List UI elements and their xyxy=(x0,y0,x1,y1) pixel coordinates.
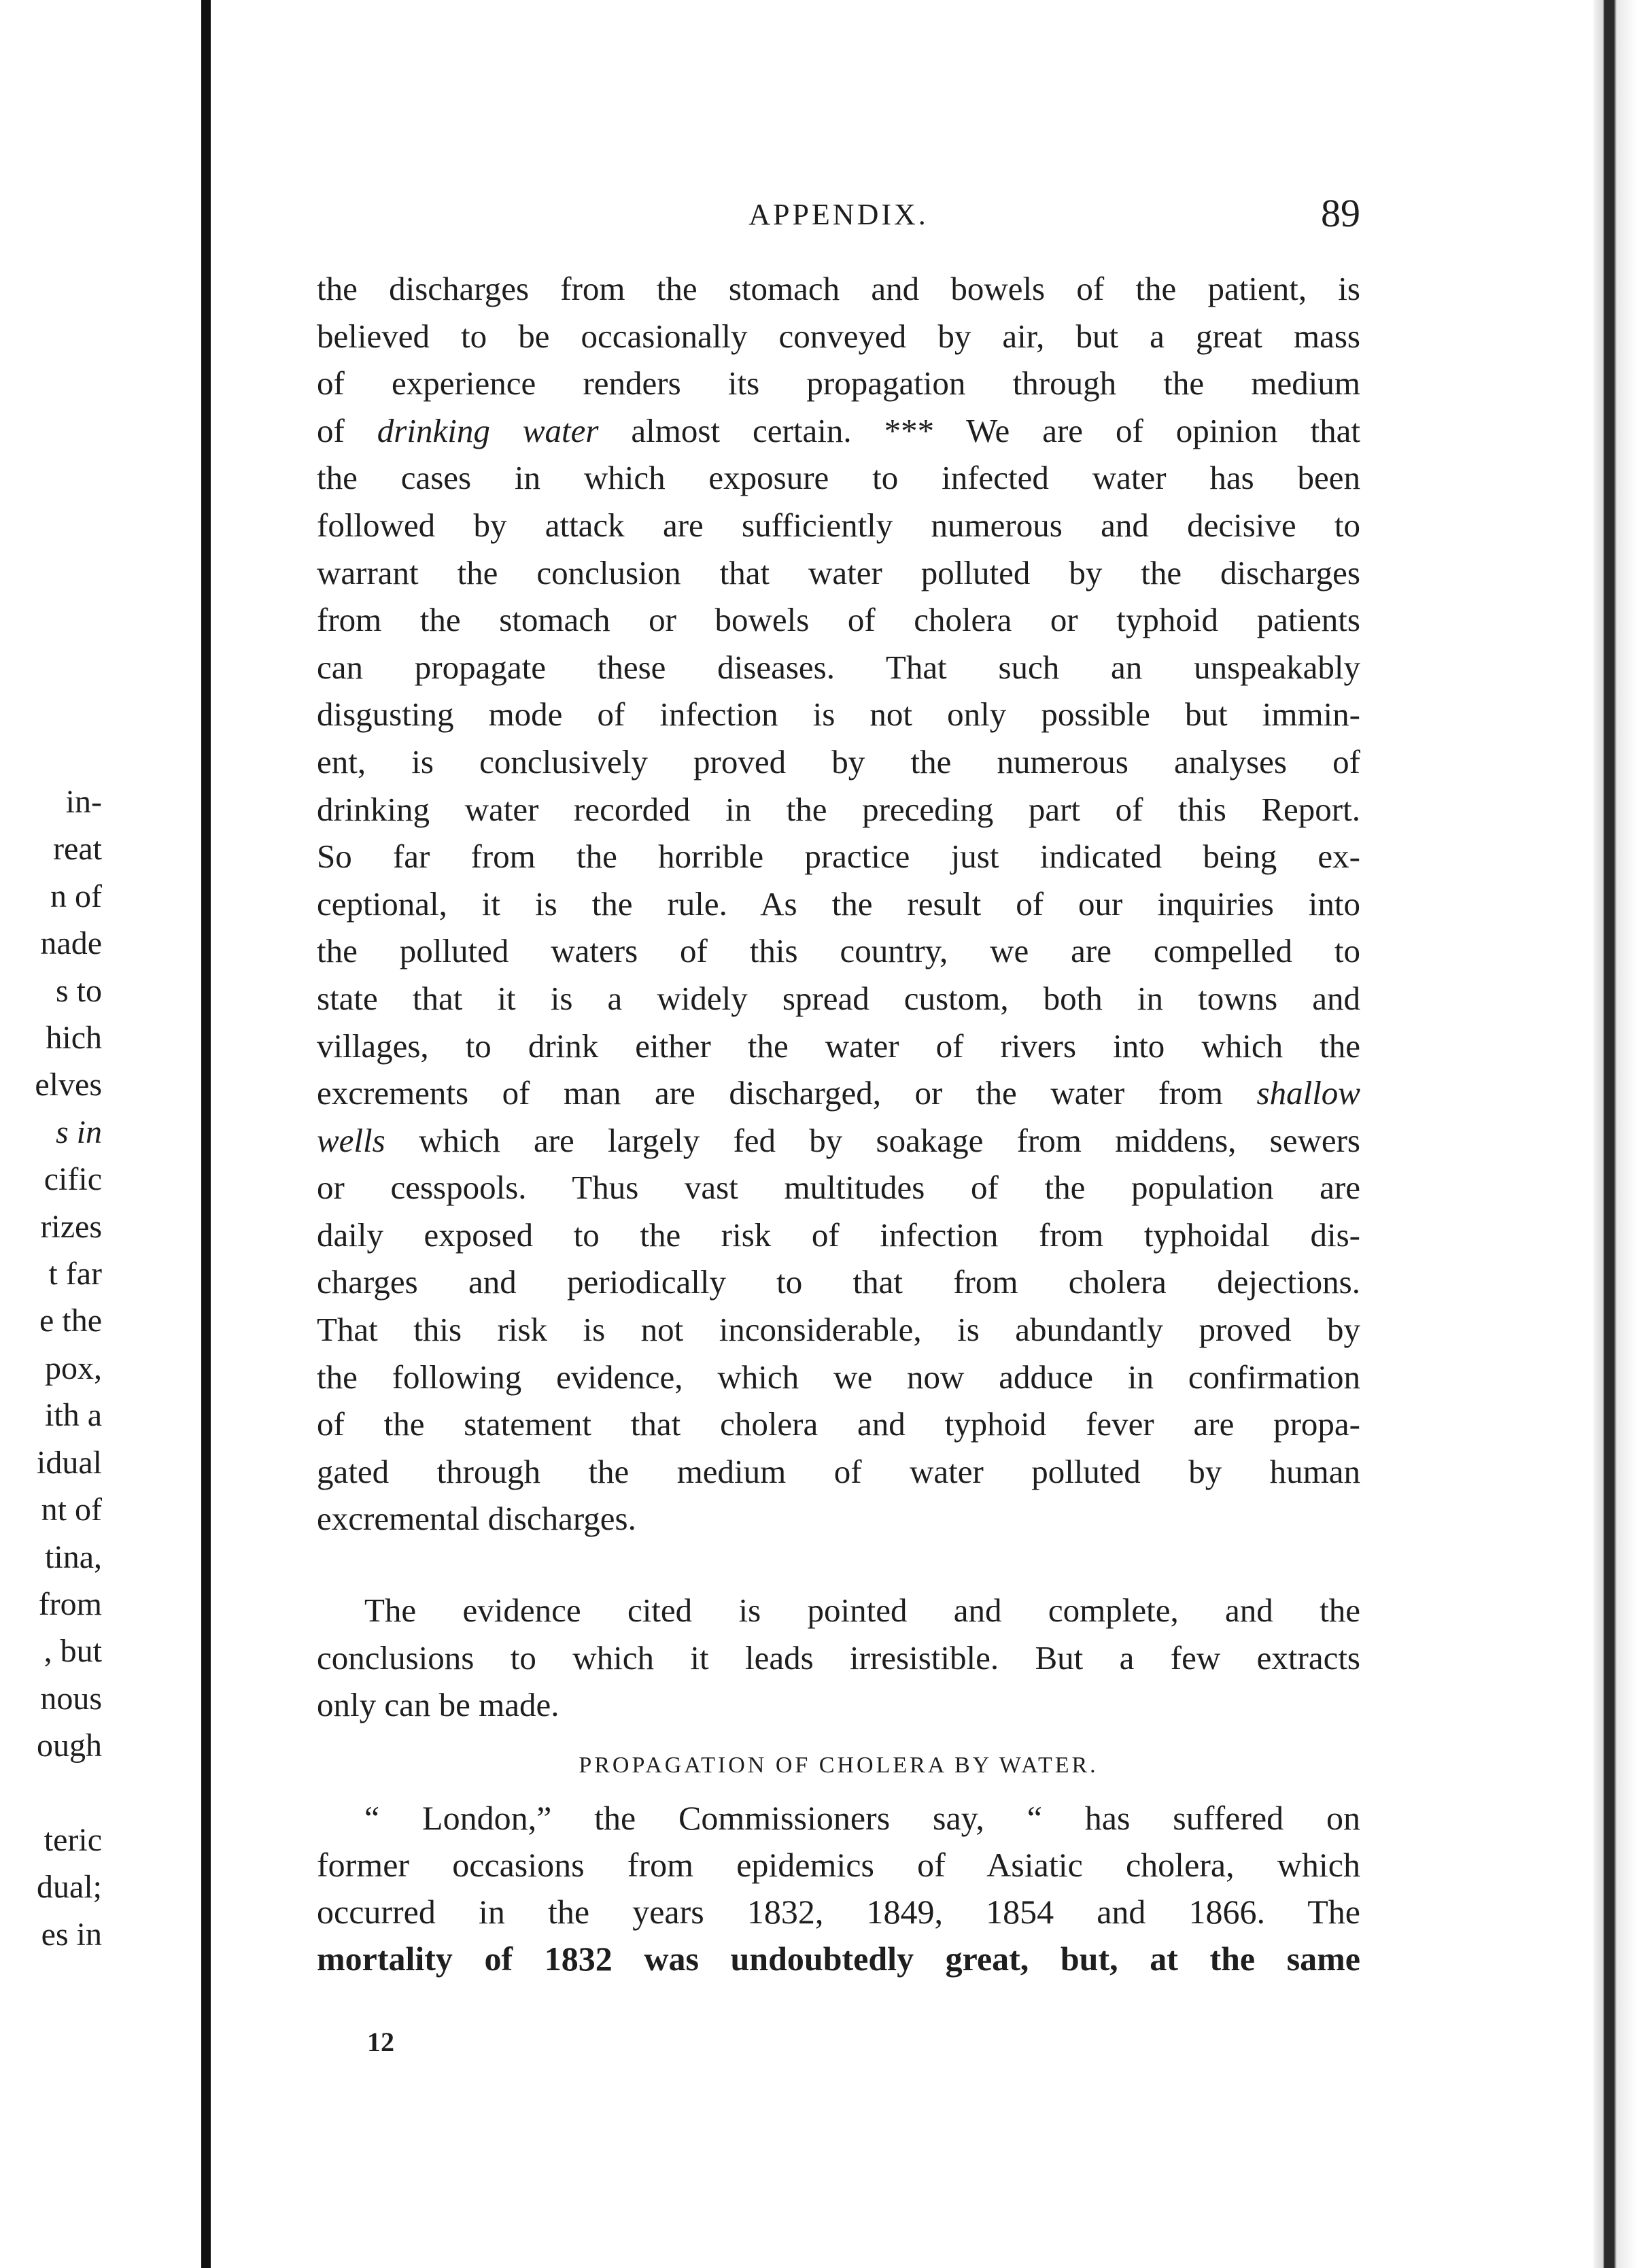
fragment-line: in- xyxy=(65,784,102,820)
emphasis-text: wells xyxy=(317,1121,385,1159)
fragment-line: s in xyxy=(55,1114,102,1150)
text-line: the following evidence, which we now adduce in confirmation xyxy=(317,1358,1360,1396)
text-line: followed by attack are sufficiently numerous and decisive to xyxy=(317,506,1360,544)
text-line: former occasions from epidemics of Asiatic cholera, which xyxy=(317,1846,1360,1884)
fragment-line: n of xyxy=(50,878,102,914)
text-line: “ London,” the Commissioners say, “ has suffered on xyxy=(364,1799,1360,1837)
text-line: from the stomach or bowels of cholera or typhoid patients xyxy=(317,601,1360,639)
fragment-line: rizes xyxy=(40,1208,102,1245)
text-line: the discharges from the stomach and bowels of the patient, is xyxy=(317,270,1360,307)
emphasis-text: drinking water xyxy=(377,411,599,449)
fragment-line: nt of xyxy=(41,1492,102,1528)
text-line: charges and periodically to that from cholera dejections. xyxy=(317,1263,1360,1301)
fragment-line: cific xyxy=(44,1161,102,1198)
text-line: daily exposed to the risk of infection from typhoidal dis- xyxy=(317,1216,1360,1254)
running-head: APPENDIX. xyxy=(748,198,929,231)
fragment-line: t far xyxy=(48,1256,102,1292)
fragment-line: idual xyxy=(37,1444,102,1481)
paragraph-1 xyxy=(317,265,1360,1543)
text-line: wells which are largely fed by soakage from middens, sewers xyxy=(317,1121,1360,1159)
fragment-line: ith a xyxy=(45,1397,102,1434)
fragment-line: nade xyxy=(40,925,102,962)
paragraph-2 xyxy=(317,1587,1360,1729)
text-line: mortality of 1832 was undoubtedly great, but, at the same xyxy=(317,1940,1360,1978)
text-line: of the statement that cholera and typhoid fever are propa- xyxy=(317,1405,1360,1443)
fragment-line: reat xyxy=(53,831,102,867)
text-line: conclusions to which it leads irresistible. But a few extracts xyxy=(317,1638,1360,1677)
text-line: excrements of man are discharged, or the water from shallow xyxy=(317,1074,1360,1112)
fragment-line: teric xyxy=(44,1821,102,1858)
text-line: villages, to drink either the water of rivers into which the xyxy=(317,1027,1360,1065)
page-header xyxy=(317,190,1360,235)
page-edge-shadow xyxy=(1593,0,1637,2268)
fragment-line: e the xyxy=(39,1303,102,1339)
text-line: ent, is conclusively proved by the numerous analyses of xyxy=(317,742,1360,780)
text-line: state that it is a widely spread custom, both in towns and xyxy=(317,979,1360,1017)
text-line: So far from the horrible practice just indicated being ex- xyxy=(317,838,1360,876)
text-line: or cesspools. Thus vast multitudes of the population are xyxy=(317,1169,1360,1207)
text-line: can propagate these diseases. That such an unspeakably xyxy=(317,648,1360,686)
fragment-line: pox, xyxy=(45,1350,102,1386)
text-line: The evidence cited is pointed and complete, and the xyxy=(364,1592,1360,1629)
text-line: the cases in which exposure to infected water has been xyxy=(317,459,1360,497)
text-line: excremental discharges. xyxy=(317,1500,636,1538)
text-line: disgusting mode of infection is not only possible but immin- xyxy=(317,695,1360,734)
page-number: 89 xyxy=(1321,191,1360,235)
signature-mark: 12 xyxy=(367,2027,394,2057)
text-line: of drinking water almost certain. *** We are of opinion that xyxy=(317,411,1360,449)
text-line: believed to be occasionally conveyed by air, but a great mass xyxy=(317,317,1360,355)
fragment-line: ough xyxy=(37,1728,102,1764)
fragment-line: , but xyxy=(44,1633,102,1670)
emphasis-text: shallow xyxy=(1256,1074,1360,1112)
fragment-line: from xyxy=(38,1585,102,1622)
fragment-line: elves xyxy=(35,1067,102,1103)
text-line: drinking water recorded in the preceding part of this Report. xyxy=(317,790,1360,828)
text-line: warrant the conclusion that water polluted by the discharges xyxy=(317,553,1360,591)
text-line: of experience renders its propagation through the medium xyxy=(317,364,1360,402)
text-line: the polluted waters of this country, we are compelled to xyxy=(317,932,1360,970)
fragment-line xyxy=(0,1770,102,1817)
fragment-line: s to xyxy=(55,972,102,1009)
text-line: only can be made. xyxy=(317,1686,559,1724)
fragment-line: es in xyxy=(41,1916,102,1953)
text-line: That this risk is not inconsiderable, is abundantly proved by xyxy=(317,1311,1360,1349)
fragment-line: nous xyxy=(40,1680,102,1717)
section-heading: PROPAGATION OF CHOLERA BY WATER. xyxy=(579,1753,1099,1778)
fragment-line: dual; xyxy=(37,1869,102,1906)
text-line: ceptional, it is the rule. As the result of our inquiries into xyxy=(317,884,1360,923)
fragment-line: hich xyxy=(46,1020,102,1056)
paragraph-3 xyxy=(317,1795,1360,1982)
text-line: gated through the medium of water polluted by human xyxy=(317,1452,1360,1490)
text-line: occurred in the years 1832, 1849, 1854 and 1866. The xyxy=(317,1893,1360,1931)
gutter-rule-left xyxy=(201,0,211,2268)
fragment-line: tina, xyxy=(45,1539,102,1575)
facing-page-fragments xyxy=(0,778,102,1958)
